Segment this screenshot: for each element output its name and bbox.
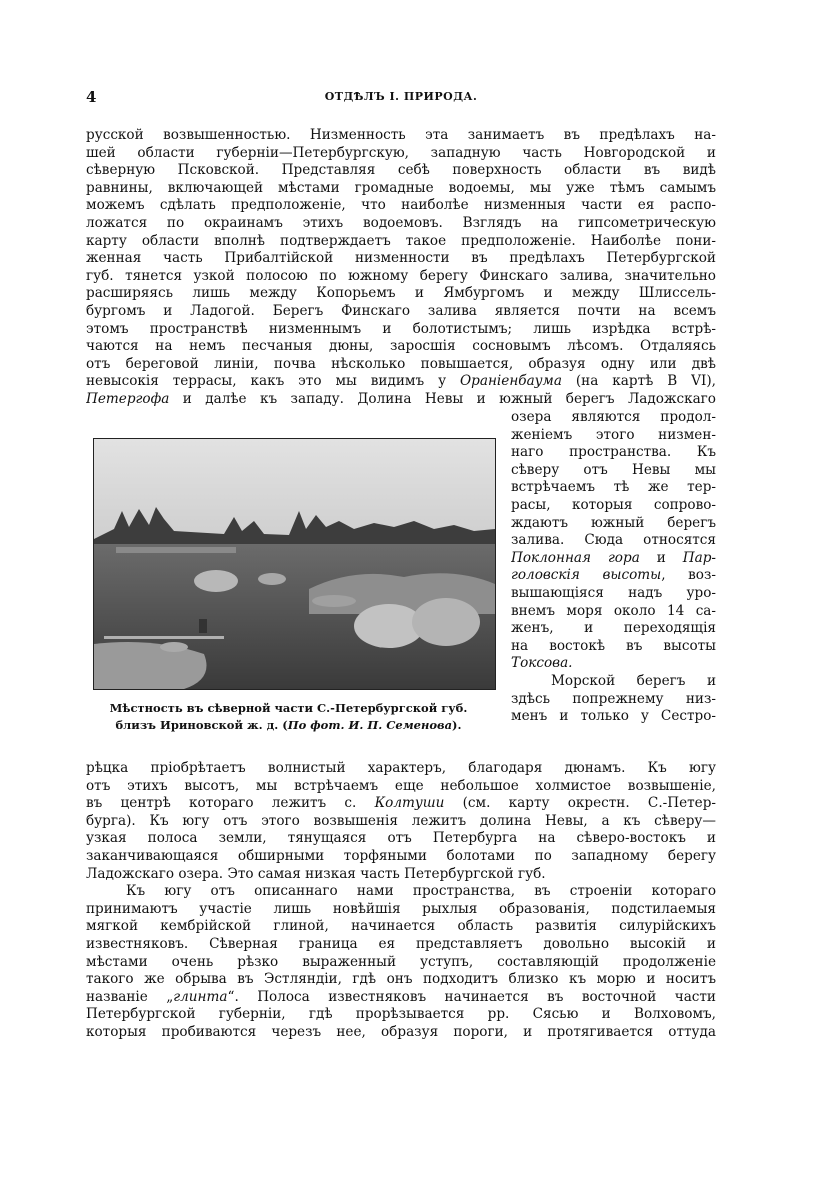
text-line: Морской берегъ и [551,672,716,689]
text-line: шей области губерніи—Петербургскую, западную часть Новгородской и [86,144,716,161]
body-text-bottom [86,760,716,1042]
text-run: въ центрѣ котораго лежитъ с. [86,795,375,812]
text-line: этомъ пространствѣ низменнымъ и болотистымъ; лишь изрѣдка встрѣ- [86,320,716,337]
text-line: губ. тянется узкой полосою по южному берегу Финскаго залива, значительно [86,267,716,284]
text-run: невысокія террасы, какъ это мы видимъ у [86,373,461,390]
text-line: сѣверу отъ Невы мы [511,461,716,478]
text-run: и [639,549,683,566]
text-run: и далѣе къ западу. Долина Невы и южный берегъ Ладожскаго [169,390,716,407]
text-line: наго пространства. Къ [511,444,716,461]
text-line: рѣцка пріобрѣтаетъ волнистый характеръ, благодаря дюнамъ. Къ югу [86,760,716,776]
caption-line-1: Мѣстность въ сѣверной части С.-Петербургской губ. [109,701,468,715]
term-glint: глинта [173,988,228,1005]
text-line: бургомъ и Ладогой. Берегъ Финскаго залива является почти на всемъ [86,302,716,319]
text-line: здѣсь попрежнему низ- [511,690,716,707]
text-line: русской возвышенностью. Низменность эта занимаетъ въ предѣлахъ на- [86,127,716,143]
text-line: женъ, и переходящія [511,620,716,637]
text-line: расы, которыя сопрово- [511,496,716,513]
text-line: которыя пробиваются черезъ нее, образуя пороги, и протягивается оттуда [86,1023,716,1040]
text-run: ). [452,718,462,732]
page-number: 4 [86,88,97,106]
text-line: женіемъ этого низмен- [511,426,716,443]
text-run: (на картѣ В VI), [561,373,716,390]
place-name-koltushi: Колтуши [374,795,445,812]
text-line: известняковъ. Сѣверная граница ея представляетъ довольно высокій и [86,935,716,952]
text-line: расширяясь лишь между Копорьемъ и Ямбургомъ и между Шлиссель- [86,285,716,302]
place-name-pargolovo: Пар- [682,549,716,566]
text-line: принимаютъ участіе лишь новѣйшія рыхлыя образованія, подстилаемыя [86,900,716,917]
text-line: такого же обрыва въ Эстляндіи, гдѣ онъ подходитъ близко къ морю и носитъ [86,971,716,988]
body-text-top [86,127,716,409]
text-line: Къ югу отъ описаннаго нами пространства, въ строеніи котораго [126,883,716,900]
text-line: карту области вполнѣ подтверждаетъ такое предположеніе. Наиболѣе пони- [86,232,716,249]
place-name-oranienbaum: Ораніенбаума [460,373,562,390]
text-line: на востокѣ въ высоты [511,637,716,654]
text-run: близъ Ириновской ж. д. ( [115,718,288,732]
body-text-column [511,409,716,726]
text-line: сѣверную Псковской. Представляя себѣ поверхность области въ видѣ [86,162,716,179]
text-line: мягкой кембрійской глиной, начинается область развитія силурійскихъ [86,918,716,935]
text-line [86,795,716,813]
text-line: вышающіяся надъ уро- [511,584,716,601]
text-line: залива. Сюда относятся [511,532,716,549]
text-run: названіе „ [86,988,174,1005]
text-line [511,567,716,585]
text-line: мѣстами очень рѣзко выраженный уступъ, составляющій продолженіе [86,953,716,970]
text-line: ждаютъ южный берегъ [511,514,716,531]
text-line [86,391,716,409]
text-line [511,550,716,568]
text-run: (см. карту окрестн. С.-Петер- [444,795,716,812]
text-line: Ладожскаго озера. Это самая низкая часть Петербургской губ. [86,865,546,882]
landscape-photo [93,438,496,690]
place-name-peterhof: Петергофа [86,390,170,407]
text-line: узкая полоса земли, тянущаяся отъ Петербурга на сѣверо-востокъ и [86,830,716,847]
text-line: отъ этихъ высотъ, мы встрѣчаемъ еще небольшое холмистое возвышеніе, [86,777,716,794]
text-line: женная часть Прибалтійской низменности въ предѣлахъ Петербургской [86,250,716,267]
place-name-toksovo: Токсова. [511,655,573,672]
text-line: менъ и только у Сестро- [511,708,716,725]
text-line [86,989,716,1007]
text-line: можемъ сдѣлать предположеніе, что наиболѣе низменныя части ея распо- [86,197,716,214]
text-line: Петербургской губерніи, гдѣ прорѣзывается рр. Сясью и Волховомъ, [86,1006,716,1023]
text-line [86,373,716,391]
text-line: чаются на немъ песчаныя дюны, заросшія сосновымъ лѣсомъ. Отдаляясь [86,338,716,355]
text-line: бурга). Къ югу отъ этого возвышенія лежитъ долина Невы, а къ сѣверу— [86,812,716,829]
text-line: отъ береговой линіи, почва нѣсколько повышается, образуя одну или двѣ [86,355,716,372]
place-name-pargolovo-heights: головскія высоты [511,567,662,584]
text-run: “. Полоса известняковъ начинается въ восточной части [227,988,716,1005]
text-line: равнины, включающей мѣстами громадные водоемы, мы уже тѣмъ самымъ [86,179,716,196]
text-line: озера являются продол- [511,409,716,425]
text-line: внемъ моря около 14 са- [511,602,716,619]
page-header [86,88,716,108]
place-name-poklonnaya: Поклонная гора [511,549,640,566]
text-line: заканчивающаяся обширными торфяными болотами по западному берегу [86,847,716,864]
text-line: встрѣчаемъ тѣ же тер- [511,479,716,496]
text-run: , воз- [661,567,716,584]
running-head: ОТДѢЛЪ I. ПРИРОДА. [324,90,478,103]
text-line [511,655,716,673]
text-line: ложатся по окраинамъ этихъ водоемовъ. Взглядъ на гипсометрическую [86,214,716,231]
figure-caption [86,700,491,734]
caption-line-2 [86,717,491,734]
photo-credit: По фот. И. П. Семенова [287,718,453,732]
